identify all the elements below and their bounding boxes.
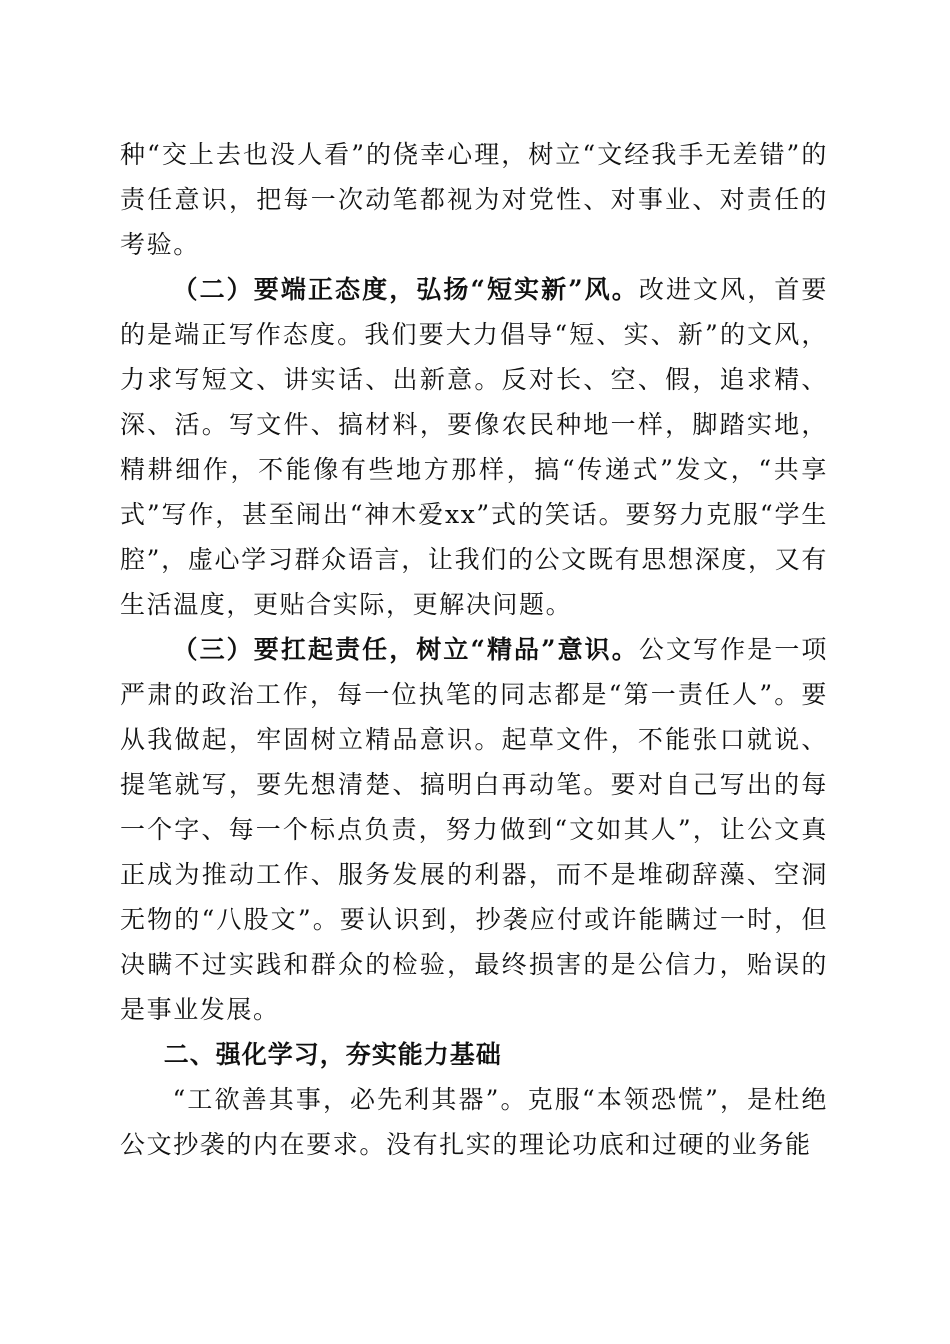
- paragraph-continuation: 种“交上去也没人看”的侥幸心理，树立“文经我手无差错”的责任意识，把每一次动笔都视为对党性、对事业、对责任的考验。: [120, 140, 828, 259]
- paragraph-section-2: [120, 267, 828, 627]
- section-2-lead: （二）要端正态度，弘扬“短实新”风。: [172, 275, 639, 304]
- paragraph-last: “工欲善其事，必先利其器”。克服“本领恐慌”，是杜绝公文抄袭的内在要求。没有扎实的理论功底和过硬的业务能: [120, 1085, 828, 1159]
- heading-section-two: 二、强化学习，夯实能力基础: [163, 1040, 502, 1069]
- paragraph-section-3: [120, 627, 828, 1032]
- document-body: [120, 132, 828, 1167]
- section-3-lead: （三）要扛起责任，树立“精品”意识。: [172, 635, 639, 664]
- section-2-body: 改进文风，首要的是端正写作态度。我们要大力倡导“短、实、新”的文风，力求写短文、讲实话、出新意。反对长、空、假，追求精、深、活。写文件、搞材料，要像农民种地一样，脚踏实地，精耕细作，不能像有些地方那样，搞“传递式”发文，“共享式”写作，甚至闹出“神木爱xx”式的笑话。要努力克服“学生腔”，虚心学习群众语言，让我们的公文既有思想深度，又有生活温度，更贴合实际，更解决问题。: [120, 275, 829, 619]
- section-3-body: 公文写作是一项严肃的政治工作，每一位执笔的同志都是“第一责任人”。要从我做起，牢固树立精品意识。起草文件，不能张口就说、提笔就写，要先想清楚、搞明白再动笔。要对自己写出的每一个字、每一个标点负责，努力做到“文如其人”，让公文真正成为推动工作、服务发展的利器，而不是堆砌辞藻、空洞无物的“八股文”。要认识到，抄袭应付或许能瞒过一时，但决瞒不过实践和群众的检验，最终损害的是公信力，贻误的是事业发展。: [120, 635, 829, 1024]
